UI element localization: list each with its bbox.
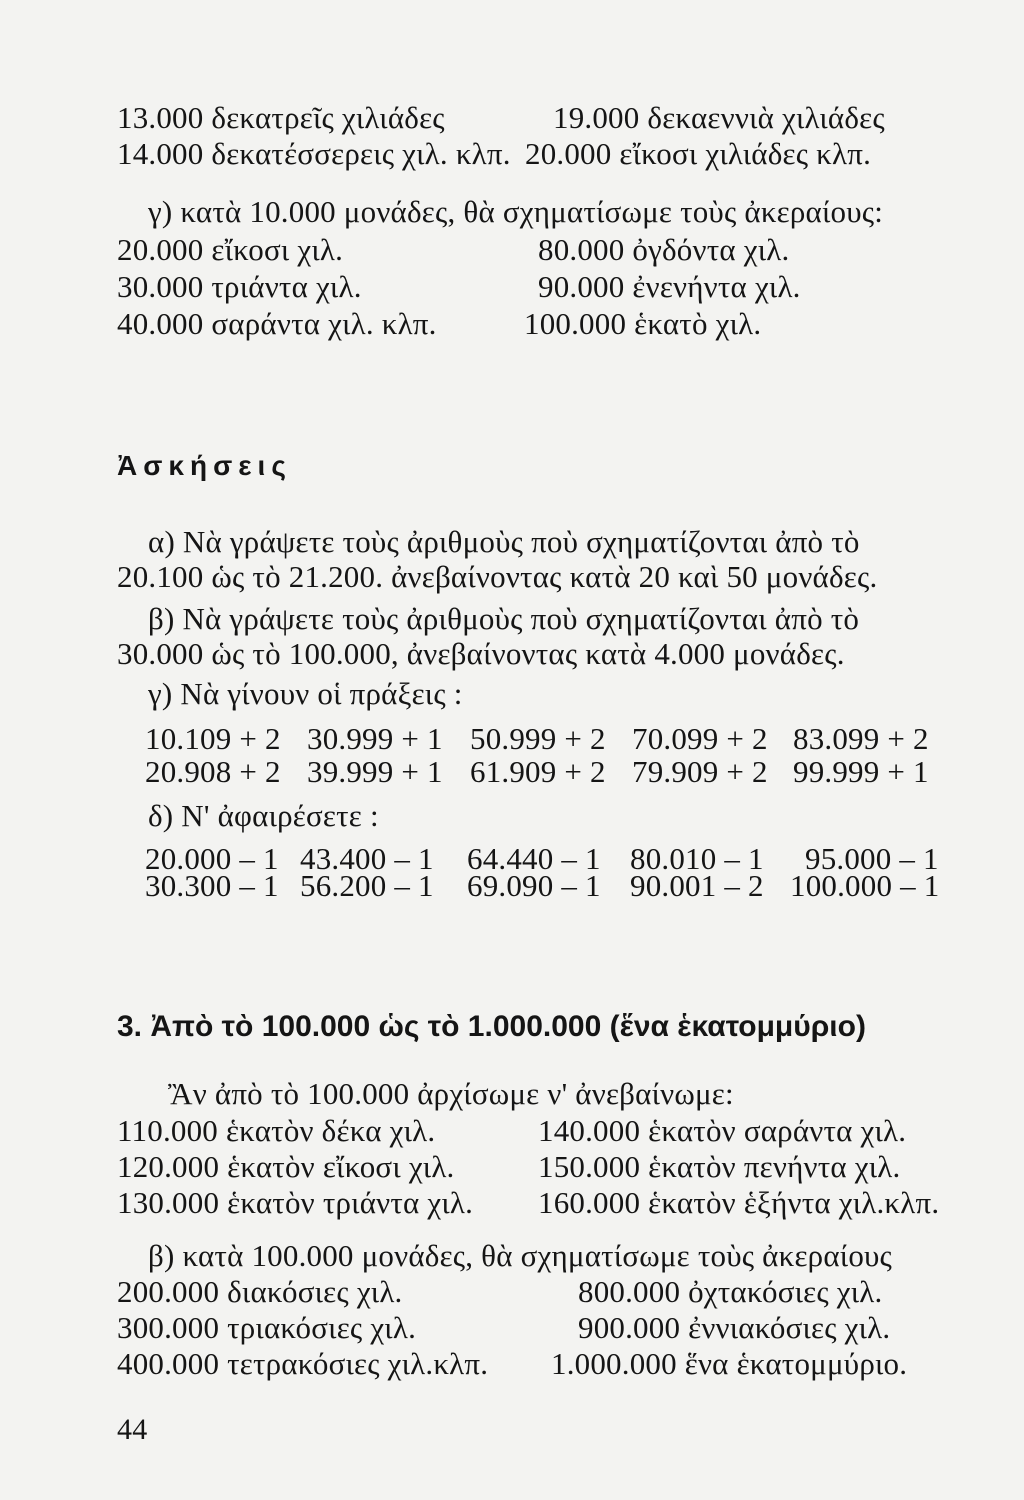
exercise-c-r2-c1: 20.908 + 2 xyxy=(145,754,281,789)
section-3-title: 3. Ἀπὸ τὸ 100.000 ὡς τὸ 1.000.000 (ἕνα ἑκατομμύριο) xyxy=(117,1010,866,1043)
exercise-c-r1-c2: 30.999 + 1 xyxy=(307,721,443,756)
gamma-row-3-left: 40.000 σαράντα χιλ. κλπ. xyxy=(117,306,437,341)
exercise-d-r1-c5: 95.000 – 1 xyxy=(805,841,939,876)
exercise-d-r2-c3: 69.090 – 1 xyxy=(467,868,601,903)
gamma-intro: γ) κατὰ 10.000 μονάδες, θὰ σχηματίσωμε τοὺς ἀκεραίους: xyxy=(148,194,884,229)
exercise-a-line-1: α) Νὰ γράψετε τοὺς ἀριθμοὺς ποὺ σχηματίζονται ἀπὸ τὸ xyxy=(148,524,860,559)
exercise-b-line-1: β) Νὰ γράψετε τοὺς ἀριθμοὺς ποὺ σχηματίζονται ἀπὸ τὸ xyxy=(148,601,860,636)
section-3-intro: Ἂν ἀπὸ τὸ 100.000 ἀρχίσωμε ν' ἀνεβαίνωμε: xyxy=(168,1076,734,1111)
section-3-row-3-right: 160.000 ἑκατὸν ἑξήντα χιλ.κλπ. xyxy=(538,1185,940,1220)
beta-intro: β) κατὰ 100.000 μονάδες, θὰ σχηματίσωμε τοὺς ἀκεραίους xyxy=(148,1238,893,1273)
top-list-row-2-left: 14.000 δεκατέσσερεις χιλ. κλπ. xyxy=(117,136,511,171)
page-number: 44 xyxy=(117,1413,148,1446)
beta-row-2-left: 300.000 τριακόσιες χιλ. xyxy=(117,1310,417,1345)
exercise-d-r2-c4: 90.001 – 2 xyxy=(630,868,764,903)
exercise-c-r1-c1: 10.109 + 2 xyxy=(145,721,281,756)
gamma-row-1-right: 80.000 ὀγδόντα χιλ. xyxy=(538,232,790,267)
gamma-row-3-right: 100.000 ἑκατὸ χιλ. xyxy=(524,306,762,341)
exercise-b-line-2: 30.000 ὡς τὸ 100.000, ἀνεβαίνοντας κατὰ 4.000 μονάδες. xyxy=(117,636,845,671)
beta-row-2-right: 900.000 ἐννιακόσιες χιλ. xyxy=(578,1310,891,1345)
section-3-row-2-left: 120.000 ἑκατὸν εἴκοσι χιλ. xyxy=(117,1149,455,1184)
section-3-row-3-left: 130.000 ἑκατὸν τριάντα χιλ. xyxy=(117,1185,474,1220)
beta-row-1-right: 800.000 ὀχτακόσιες χιλ. xyxy=(578,1274,883,1309)
exercise-d-r1-c3: 64.440 – 1 xyxy=(467,841,601,876)
section-3-row-1-right: 140.000 ἑκατὸν σαράντα χιλ. xyxy=(538,1113,907,1148)
exercise-d-r1-c1: 20.000 – 1 xyxy=(145,841,279,876)
exercise-c-r1-c4: 70.099 + 2 xyxy=(632,721,768,756)
exercise-c-r2-c5: 99.999 + 1 xyxy=(793,754,929,789)
section-3-row-2-right: 150.000 ἑκατὸν πενήντα χιλ. xyxy=(538,1149,901,1184)
exercise-d-r1-c4: 80.010 – 1 xyxy=(630,841,764,876)
exercise-a-line-2: 20.100 ὡς τὸ 21.200. ἀνεβαίνοντας κατὰ 20 καὶ 50 μονάδες. xyxy=(117,559,878,594)
exercise-c-r2-c3: 61.909 + 2 xyxy=(470,754,606,789)
gamma-row-2-right: 90.000 ἐνενήντα χιλ. xyxy=(538,269,801,304)
exercise-d-r2-c5: 100.000 – 1 xyxy=(790,868,940,903)
exercise-c-r2-c4: 79.909 + 2 xyxy=(632,754,768,789)
exercise-d-r2-c2: 56.200 – 1 xyxy=(300,868,434,903)
gamma-row-1-left: 20.000 εἴκοσι χιλ. xyxy=(117,232,344,267)
exercise-c-label: γ) Νὰ γίνουν οἱ πράξεις : xyxy=(148,676,463,711)
exercise-d-label: δ) Ν' ἀφαιρέσετε : xyxy=(148,798,379,833)
exercises-heading: Ἀσκήσεις xyxy=(117,450,292,481)
exercise-c-r1-c5: 83.099 + 2 xyxy=(793,721,929,756)
exercise-c-r1-c3: 50.999 + 2 xyxy=(470,721,606,756)
top-list-row-1-right: 19.000 δεκαεννιὰ χιλιάδες xyxy=(553,100,885,135)
beta-row-3-right: 1.000.000 ἕνα ἑκατομμύριο. xyxy=(551,1346,908,1381)
exercise-d-r1-c2: 43.400 – 1 xyxy=(300,841,434,876)
exercise-c-r2-c2: 39.999 + 1 xyxy=(307,754,443,789)
section-3-row-1-left: 110.000 ἑκατὸν δέκα χιλ. xyxy=(117,1113,436,1148)
top-list-row-1-left: 13.000 δεκατρεῖς χιλιάδες xyxy=(117,100,445,135)
gamma-row-2-left: 30.000 τριάντα χιλ. xyxy=(117,269,362,304)
beta-row-1-left: 200.000 διακόσιες χιλ. xyxy=(117,1274,403,1309)
top-list-row-2-right: 20.000 εἴκοσι χιλιάδες κλπ. xyxy=(525,136,872,171)
beta-row-3-left: 400.000 τετρακόσιες χιλ.κλπ. xyxy=(117,1346,489,1381)
exercise-d-r2-c1: 30.300 – 1 xyxy=(145,868,279,903)
